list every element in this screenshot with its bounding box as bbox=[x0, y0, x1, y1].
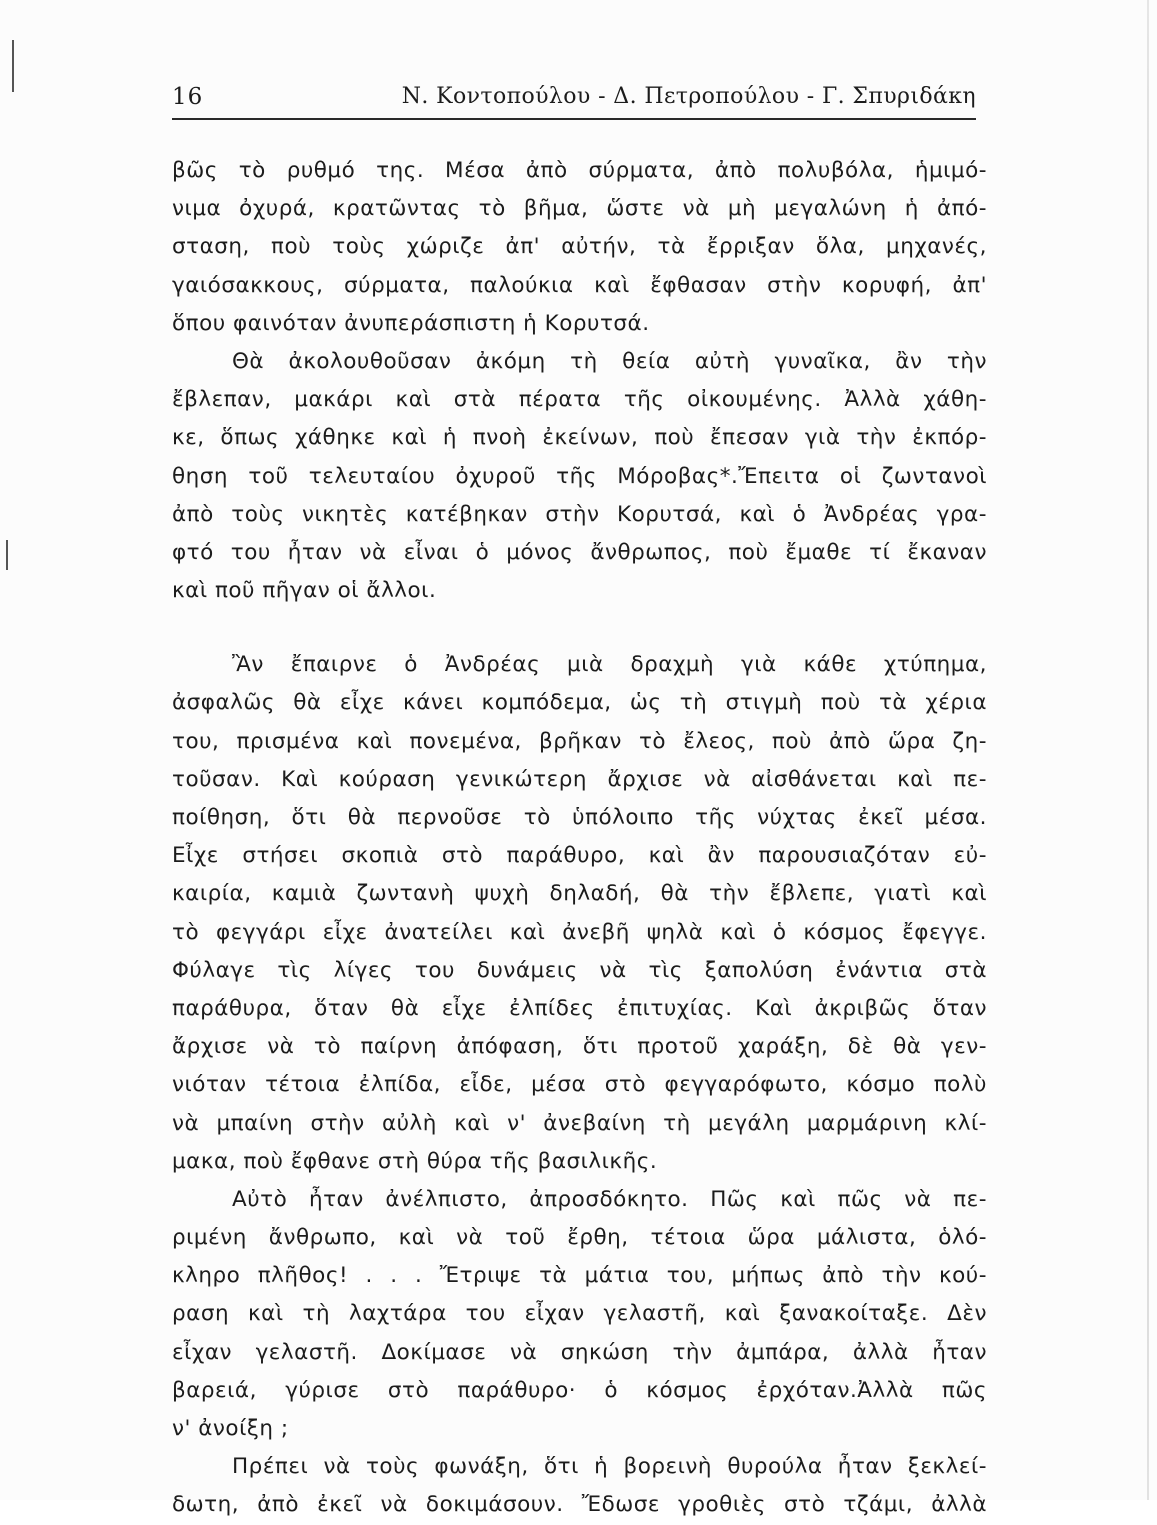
text-line: ἀσφαλῶς θὰ εἶχε κάνει κομπόδεμα, ὡς τὴ στιγμὴ ποὺ τὰ χέρια bbox=[172, 690, 987, 716]
text-line: ἀπὸ τοὺς νικητὲς κατέβηκαν στὴν Κορυτσά, καὶ ὁ Ἀνδρέας γρα- bbox=[172, 501, 987, 527]
text-line: Πρέπει νὰ τοὺς φωνάξη, ὅτι ἡ βορεινὴ θυρούλα ἦταν ξεκλεί- bbox=[232, 1454, 987, 1480]
page-edge bbox=[1147, 0, 1149, 1500]
text-line: νὰ μπαίνη στὴν αὐλὴ καὶ ν' ἀνεβαίνη τὴ μεγάλη μαρμάρινη κλί- bbox=[172, 1110, 987, 1136]
running-header bbox=[172, 78, 976, 120]
paragraph bbox=[172, 152, 987, 343]
text-line: Ἂν ἔπαιρνε ὁ Ἀνδρέας μιὰ δραχμὴ γιὰ κάθε χτύπημα, bbox=[232, 652, 987, 678]
paragraph bbox=[172, 1181, 987, 1448]
text-line: βαρειά, γύρισε στὸ παράθυρο· ὁ κόσμος ἐρχόταν.Ἀλλὰ πῶς bbox=[172, 1377, 987, 1403]
text-line: Φύλαγε τὶς λίγες του δυνάμεις νὰ τὶς ξαπολύση ἐνάντια στὰ bbox=[172, 957, 987, 983]
text-line: βῶς τὸ ρυθμό της. Μέσα ἀπὸ σύρματα, ἀπὸ πολυβόλα, ἡμιμό- bbox=[172, 158, 987, 183]
text-line: καὶ ποῦ πῆγαν οἱ ἄλλοι. bbox=[172, 578, 437, 604]
text-line: ὅπου φαινόταν ἀνυπεράσπιστη ἡ Κορυτσά. bbox=[172, 310, 650, 336]
text-line: τοῦσαν. Καὶ κούραση γενικώτερη ἄρχισε νὰ αἰσθάνεται καὶ πε- bbox=[172, 766, 987, 792]
text-line: Αὐτὸ ἦταν ἀνέλπιστο, ἀπροσδόκητο. Πῶς καὶ πῶς νὰ πε- bbox=[232, 1186, 987, 1212]
text-line: θηση τοῦ τελευταίου ὀχυροῦ τῆς Μόροβας*.Ἔπειτα οἱ ζωντανοὶ bbox=[172, 463, 987, 489]
text-line: εἶχαν γελαστῆ. Δοκίμασε νὰ σηκώση τὴν ἀμπάρα, ἀλλὰ ἦταν bbox=[172, 1339, 987, 1365]
page-number: 16 bbox=[172, 84, 204, 110]
text-line: Εἶχε στήσει σκοπιὰ στὸ παράθυρο, καὶ ἂν παρουσιαζόταν εὐ- bbox=[172, 843, 987, 869]
paragraph bbox=[172, 1448, 987, 1524]
text-line: ποίθηση, ὅτι θὰ περνοῦσε τὸ ὑπόλοιπο τῆς νύχτας ἐκεῖ μέσα. bbox=[172, 805, 987, 830]
text-line: ν' ἀνοίξη ; bbox=[172, 1416, 289, 1441]
text-line: Θὰ ἀκολουθοῦσαν ἀκόμη τὴ θεία αὐτὴ γυναῖκα, ἂν τὴν bbox=[232, 348, 987, 374]
text-line: παράθυρα, ὅταν θὰ εἶχε ἐλπίδες ἐπιτυχίας. Καὶ ἀκριβῶς ὅταν bbox=[172, 995, 987, 1021]
paragraph bbox=[172, 343, 987, 610]
text-line: γαιόσακκους, σύρματα, παλούκια καὶ ἔφθασαν στὴν κορυφή, ἀπ' bbox=[172, 272, 987, 298]
text-line: δωτη, ἀπὸ ἐκεῖ νὰ δοκιμάσουν. Ἔδωσε γροθιὲς στὸ τζάμι, ἀλλὰ bbox=[172, 1492, 987, 1518]
margin-mark bbox=[12, 40, 14, 92]
text-line: κληρο πλῆθος! . . . Ἔτριψε τὰ μάτια του, μήπως ἀπὸ τὴν κού- bbox=[172, 1263, 987, 1289]
text-line: κε, ὅπως χάθηκε καὶ ἡ πνοὴ ἐκείνων, ποὺ ἔπεσαν γιὰ τὴν ἐκπόρ- bbox=[172, 425, 987, 451]
text-line: φτό του ἦταν νὰ εἶναι ὁ μόνος ἄνθρωπος, ποὺ ἔμαθε τί ἔκαναν bbox=[172, 539, 987, 565]
margin-mark bbox=[6, 540, 8, 570]
text-line: μακα, ποὺ ἔφθανε στὴ θύρα τῆς βασιλικῆς. bbox=[172, 1148, 658, 1174]
text-line: νιμα ὀχυρά, κρατῶντας τὸ βῆμα, ὥστε νὰ μὴ μεγαλώνη ἡ ἀπό- bbox=[172, 196, 987, 222]
text-line: τὸ φεγγάρι εἶχε ἀνατείλει καὶ ἀνεβῆ ψηλὰ καὶ ὁ κόσμος ἔφεγγε. bbox=[172, 919, 987, 945]
text-line: ραση καὶ τὴ λαχτάρα του εἶχαν γελαστῆ, καὶ ξανακοίταξε. Δὲν bbox=[172, 1301, 987, 1327]
text-line: ἔβλεπαν, μακάρι καὶ στὰ πέρατα τῆς οἰκουμένης. Ἀλλὰ χάθη- bbox=[172, 387, 987, 413]
text-line: του, πρισμένα καὶ πονεμένα, βρῆκαν τὸ ἔλεος, ποὺ ἀπὸ ὥρα ζη- bbox=[172, 728, 987, 754]
text-line: καιρία, καμιὰ ζωντανὴ ψυχὴ δηλαδή, θὰ τὴν ἔβλεπε, γιατὶ καὶ bbox=[172, 881, 987, 907]
body-text bbox=[172, 152, 987, 1525]
text-line: ριμένη ἄνθρωπο, καὶ νὰ τοῦ ἔρθη, τέτοια ὥρα μάλιστα, ὁλό- bbox=[172, 1225, 987, 1251]
section-gap bbox=[172, 610, 987, 646]
text-line: ἄρχισε νὰ τὸ παίρνη ἀπόφαση, ὅτι προτοῦ χαράξη, δὲ θὰ γεν- bbox=[172, 1034, 987, 1060]
running-head-authors: Ν. Κοντοπούλου - Δ. Πετροπούλου - Γ. Σπυριδάκη bbox=[401, 84, 976, 109]
text-line: σταση, ποὺ τοὺς χώριζε ἀπ' αὐτήν, τὰ ἔρριξαν ὅλα, μηχανές, bbox=[172, 234, 987, 260]
text-line: νιόταν τέτοια ἐλπίδα, εἶδε, μέσα στὸ φεγγαρόφωτο, κόσμο πολὺ bbox=[172, 1072, 987, 1098]
paragraph bbox=[172, 646, 987, 1181]
